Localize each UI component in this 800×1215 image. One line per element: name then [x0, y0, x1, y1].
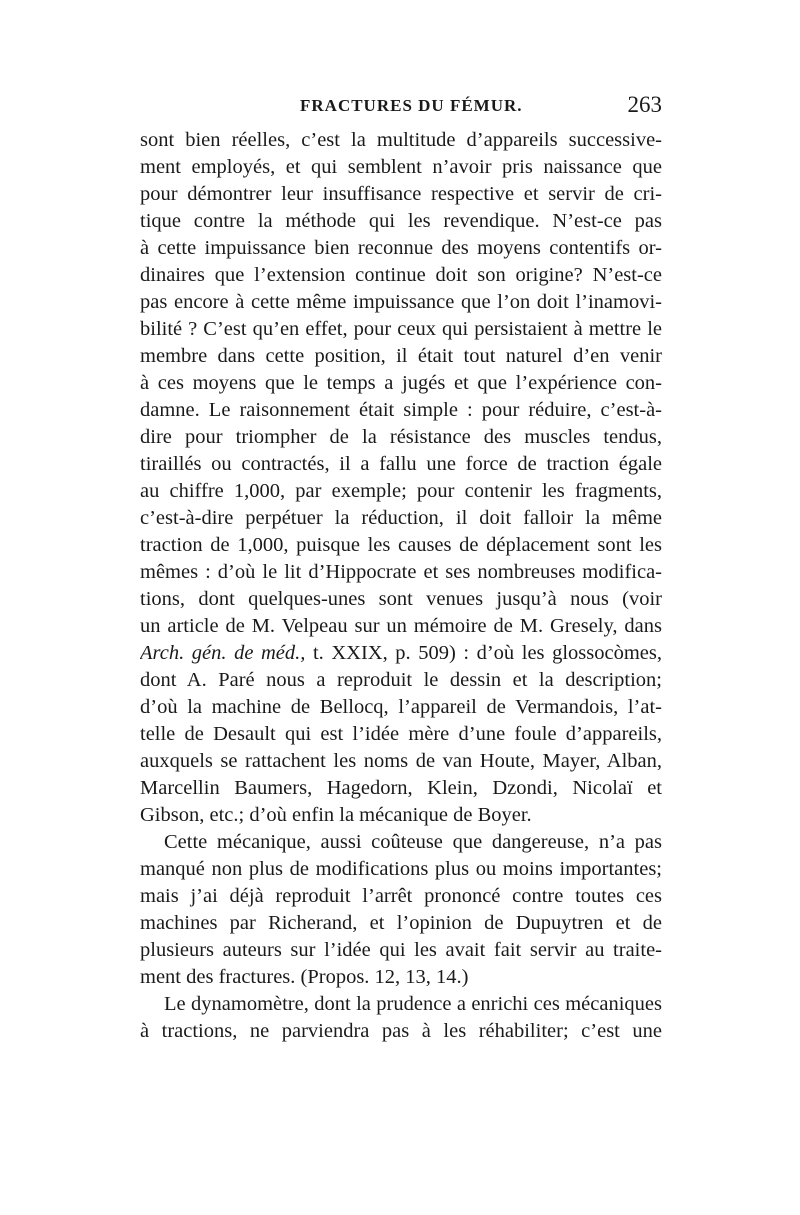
text-line: à cette impuissance bien reconnue des moyens contentifs or- [140, 237, 662, 259]
text-line: ment employés, et qui semblent n’avoir pris naissance que [140, 156, 662, 178]
page-number: 263 [627, 92, 662, 117]
text-line: mêmes : d’où le lit d’Hippocrate et ses nombreuses modifica- [140, 561, 662, 583]
text-line: dont A. Paré nous a reproduit le dessin et la description; [140, 669, 662, 691]
text-line: traction de 1,000, puisque les causes de déplacement sont les [140, 534, 662, 556]
text-line: dinaires que l’extension continue doit son origine? N’est-ce [140, 264, 662, 286]
running-head [140, 92, 662, 120]
text-line: Gibson, etc.; d’où enfin la mécanique de Boyer. [140, 804, 532, 826]
text-line: manqué non plus de modifications plus ou moins importantes; [140, 858, 662, 880]
text-segment: t. XXIX, p. 509) : d’où les glossocòmes, [305, 642, 662, 664]
text-line: à ces moyens que le temps a jugés et que l’expérience con- [140, 372, 662, 394]
text-line: machines par Richerand, et l’opinion de Dupuytren et de [140, 912, 662, 934]
text-line [140, 640, 662, 667]
text-line: d’où la machine de Bellocq, l’appareil de Vermandois, l’at- [140, 696, 662, 718]
italic-citation: Arch. gén. de méd., [140, 642, 306, 664]
text-line: Cette mécanique, aussi coûteuse que dangereuse, n’a pas [164, 831, 662, 853]
text-line: Le dynamomètre, dont la prudence a enrichi ces mécaniques [164, 993, 662, 1015]
body-text [140, 127, 662, 1045]
text-line: tique contre la méthode qui les revendique. N’est-ce pas [140, 210, 662, 232]
text-line: pas encore à cette même impuissance que l’on doit l’inamovi- [140, 291, 662, 313]
text-line: c’est-à-dire perpétuer la réduction, il doit falloir la même [140, 507, 662, 529]
text-line: Marcellin Baumers, Hagedorn, Klein, Dzondi, Nicolaï et [140, 777, 662, 799]
text-line: damne. Le raisonnement était simple : pour réduire, c’est-à- [140, 399, 662, 421]
text-line: tions, dont quelques-unes sont venues jusqu’à nous (voir [140, 588, 662, 610]
text-line: ment des fractures. (Propos. 12, 13, 14.) [140, 966, 469, 988]
text-line: tiraillés ou contractés, il a fallu une force de traction égale [140, 453, 662, 475]
text-line: telle de Desault qui est l’idée mère d’une foule d’appareils, [140, 723, 662, 745]
text-line: mais j’ai déjà reproduit l’arrêt prononcé contre toutes ces [140, 885, 662, 907]
text-line: plusieurs auteurs sur l’idée qui les avait fait servir au traite- [140, 939, 662, 961]
text-line: membre dans cette position, il était tout naturel d’en venir [140, 345, 662, 367]
text-line: bilité ? C’est qu’en effet, pour ceux qui persistaient à mettre le [140, 318, 662, 340]
text-line: un article de M. Velpeau sur un mémoire de M. Gresely, dans [140, 615, 662, 637]
text-line: au chiffre 1,000, par exemple; pour contenir les fragments, [140, 480, 662, 502]
text-line: pour démontrer leur insuffisance respective et servir de cri- [140, 183, 662, 205]
text-line: dire pour triompher de la résistance des muscles tendus, [140, 426, 662, 448]
text-line: sont bien réelles, c’est la multitude d’appareils successive- [140, 129, 662, 151]
text-line: à tractions, ne parviendra pas à les réhabiliter; c’est une [140, 1020, 662, 1042]
running-title: FRACTURES DU FÉMUR. [300, 96, 523, 115]
text-line: auxquels se rattachent les noms de van Houte, Mayer, Alban, [140, 750, 662, 772]
